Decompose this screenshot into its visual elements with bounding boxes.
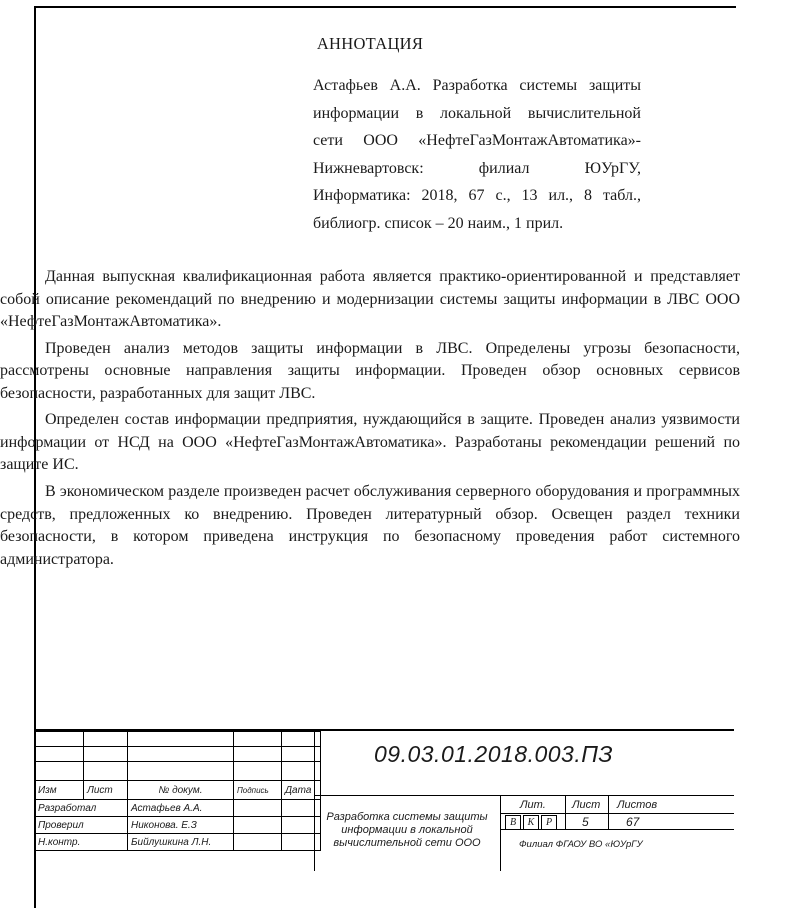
lit-letter: Р [541,815,557,830]
title-block-stamp [34,729,734,871]
paragraph: В экономическом разделе произведен расчет обслуживания серверного оборудования и программных средств, предложенных ко внедрению. Проведен литературный обзор. Освещен раздел техники безопасности, в котором приведена инструкция по безопасному проведения работ системного администратора. [0,483,740,568]
bibliographic-citation [313,72,641,238]
annotation-body [0,266,740,575]
paragraph: Проведен анализ методов защиты информации в ЛВС. Определены угрозы безопасности, рассмотрены основные направления защиты информации. Проведен обзор основных сервисов безопасности, разработанных для защит ЛВС. [0,339,740,402]
stamp-divider [608,795,609,829]
subject-line: Разработка системы защиты [326,811,488,823]
sheet-label: Лист [572,799,601,811]
subject-line: вычислительной сети ООО [333,837,481,849]
document-number: 09.03.01.2018.003.ПЗ [374,741,614,767]
header-doc: № докум. [128,781,234,800]
lit-letter: В [505,815,521,830]
lit-letter: К [523,815,539,830]
annotation-title: АННОТАЦИЯ [316,34,424,53]
sheets-label: Листов [617,799,658,811]
stamp-divider [500,813,734,814]
sheets-total: 67 [626,815,640,829]
citation-line: сети ООО «НефтеГазМонтажАвтоматика»- [313,132,641,150]
name-developer: Астафьев А.А. [128,800,234,817]
header-date: Дата [282,781,321,800]
citation-line: информации в локальной вычислительной [313,104,641,122]
role-norm-control: Н.контр. [35,834,128,851]
citation-line: Астафьев А.А. Разработка системы защиты [313,77,641,94]
stamp-divider [500,795,501,871]
stamp-divider [314,795,734,796]
subject-line: информации в локальной [341,824,473,836]
paragraph: Данная выпускная квалификационная работа является практико-ориентированной и представляет собой описание рекомендаций по внедрению и модернизации системы защиты информации в ЛВС ООО «НефтеГазМонтажАвтоматика». [0,268,740,330]
citation-line: Нижневартовск: филиал ЮУрГУ, [313,159,641,177]
citation-line: Информатика: 2018, 67 с., 13 ил., 8 табл., [313,187,641,205]
organization: Филиал ФГАОУ ВО «ЮУрГУ [519,839,643,850]
citation-line: библиогр. список – 20 наим., 1 прил. [313,214,564,232]
role-checker: Проверил [35,817,128,834]
stamp-divider [500,829,734,830]
header-sign: Подпись [234,781,282,800]
work-subject [316,811,498,850]
sheet-number: 5 [582,815,589,829]
header-list: Лист [84,781,128,800]
lit-label: Лит. [520,799,546,811]
role-developer: Разработал [35,800,128,817]
stamp-signature-table [34,731,321,851]
paragraph: Определен состав информации предприятия, нуждающийся в защите. Проведен анализ уязвимости информации от НСД на ООО «НефтеГазМонтажАвтоматика». Разработаны рекомендации решений по защите ИС. [0,411,740,474]
name-checker: Никонова. Е.З [128,817,234,834]
header-izm: Изм [35,781,84,800]
stamp-divider [565,795,566,829]
name-norm-control: Бийлушкина Л.Н. [128,834,234,851]
